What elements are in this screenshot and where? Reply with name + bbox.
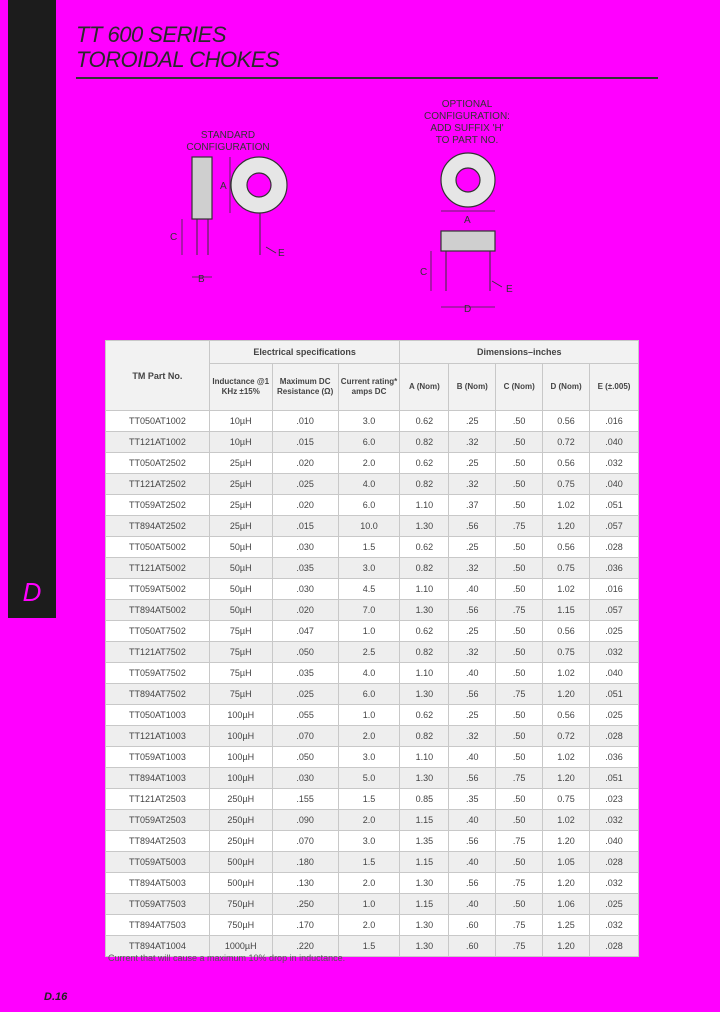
table-cell: 250µH	[209, 831, 272, 852]
table-cell: 1.30	[400, 600, 449, 621]
table-cell: .130	[272, 873, 338, 894]
table-cell: 1.15	[400, 810, 449, 831]
table-cell: 0.62	[400, 537, 449, 558]
table-cell: .40	[449, 852, 496, 873]
table-cell: 1.10	[400, 747, 449, 768]
optional-toroid	[431, 153, 502, 307]
table-cell: 3.0	[338, 747, 400, 768]
table-row	[106, 411, 639, 432]
table-cell: 0.62	[400, 453, 449, 474]
table-cell: .32	[449, 558, 496, 579]
table-cell: TT050AT5002	[106, 537, 210, 558]
table-cell: 2.0	[338, 453, 400, 474]
table-row	[106, 789, 639, 810]
table-cell: 0.62	[400, 705, 449, 726]
title-line-1: TT 600 SERIES	[76, 22, 227, 47]
table-cell: 1.30	[400, 915, 449, 936]
table-cell: 10µH	[209, 411, 272, 432]
table-cell: 0.82	[400, 474, 449, 495]
table-cell: .040	[590, 432, 639, 453]
table-row	[106, 768, 639, 789]
table-cell: 1.05	[543, 852, 590, 873]
table-row	[106, 810, 639, 831]
table-cell: TT894AT1003	[106, 768, 210, 789]
table-cell: 0.72	[543, 432, 590, 453]
table-cell: .028	[590, 936, 639, 957]
table-cell: TT050AT1002	[106, 411, 210, 432]
col-current: Current rating* amps DC	[338, 364, 400, 411]
table-row	[106, 621, 639, 642]
table-cell: .60	[449, 936, 496, 957]
table-cell: .032	[590, 810, 639, 831]
table-row	[106, 915, 639, 936]
col-inductance: Inductance @1 KHz ±15%	[209, 364, 272, 411]
table-cell: 0.56	[543, 705, 590, 726]
title-line-2: TOROIDAL CHOKES	[76, 47, 280, 72]
table-cell: .75	[496, 936, 543, 957]
standard-label-2: CONFIGURATION	[186, 142, 270, 153]
standard-toroid	[182, 157, 287, 277]
table-cell: 0.56	[543, 453, 590, 474]
table-cell: 1.5	[338, 936, 400, 957]
table-cell: 1.5	[338, 852, 400, 873]
table-cell: 4.0	[338, 663, 400, 684]
table-cell: .040	[590, 663, 639, 684]
table-cell: .75	[496, 516, 543, 537]
table-cell: .090	[272, 810, 338, 831]
table-cell: .56	[449, 873, 496, 894]
optional-label-4: TO PART NO.	[435, 135, 499, 146]
table-cell: .050	[272, 642, 338, 663]
dim-a-optional: A	[464, 215, 471, 226]
table-cell: .020	[272, 453, 338, 474]
table-cell: 1.02	[543, 579, 590, 600]
table-cell: .40	[449, 747, 496, 768]
table-cell: 1.20	[543, 831, 590, 852]
specifications-table	[105, 340, 639, 957]
table-cell: 3.0	[338, 558, 400, 579]
footnote: Current that will cause a maximum 10% drop in inductance.	[108, 953, 346, 963]
table-cell: 1.20	[543, 684, 590, 705]
table-cell: .055	[272, 705, 338, 726]
table-cell: .25	[449, 411, 496, 432]
table-row	[106, 663, 639, 684]
table-cell: TT059AT7502	[106, 663, 210, 684]
table-cell: TT894AT5003	[106, 873, 210, 894]
table-cell: 0.56	[543, 411, 590, 432]
table-cell: .030	[272, 537, 338, 558]
table-cell: .250	[272, 894, 338, 915]
table-cell: 1.20	[543, 768, 590, 789]
table-row	[106, 894, 639, 915]
table-cell: 75µH	[209, 663, 272, 684]
table-cell: 75µH	[209, 621, 272, 642]
table-cell: 1.5	[338, 537, 400, 558]
optional-label-2: CONFIGURATION:	[424, 111, 510, 122]
table-cell: .032	[590, 915, 639, 936]
col-c: C (Nom)	[496, 364, 543, 411]
table-cell: 1.10	[400, 579, 449, 600]
table-cell: 1.10	[400, 495, 449, 516]
table-cell: .057	[590, 600, 639, 621]
table-cell: 50µH	[209, 537, 272, 558]
table-cell: 0.82	[400, 558, 449, 579]
optional-label-3: ADD SUFFIX 'H'	[430, 123, 504, 134]
table-cell: .50	[496, 663, 543, 684]
table-row	[106, 453, 639, 474]
table-row	[106, 600, 639, 621]
table-cell: 0.82	[400, 432, 449, 453]
table-cell: 1.5	[338, 789, 400, 810]
table-cell: 1.0	[338, 894, 400, 915]
table-cell: 25µH	[209, 495, 272, 516]
table-cell: .50	[496, 411, 543, 432]
table-cell: 0.82	[400, 642, 449, 663]
table-cell: 25µH	[209, 516, 272, 537]
table-cell: 1.02	[543, 495, 590, 516]
table-cell: .155	[272, 789, 338, 810]
table-cell: 500µH	[209, 852, 272, 873]
table-cell: 1.15	[400, 852, 449, 873]
table-cell: .60	[449, 915, 496, 936]
table-cell: .75	[496, 768, 543, 789]
table-cell: TT121AT2503	[106, 789, 210, 810]
table-cell: TT121AT1003	[106, 726, 210, 747]
table-cell: TT050AT2502	[106, 453, 210, 474]
table-cell: .50	[496, 642, 543, 663]
table-cell: 50µH	[209, 600, 272, 621]
dim-b-standard: B	[198, 274, 205, 285]
table-cell: .020	[272, 600, 338, 621]
table-cell: 10µH	[209, 432, 272, 453]
table-cell: TT059AT2502	[106, 495, 210, 516]
table-cell: .56	[449, 684, 496, 705]
table-cell: .25	[449, 621, 496, 642]
table-cell: TT894AT2503	[106, 831, 210, 852]
table-cell: .50	[496, 789, 543, 810]
table-cell: 1.02	[543, 810, 590, 831]
table-cell: 750µH	[209, 915, 272, 936]
table-cell: .016	[590, 579, 639, 600]
table-cell: .010	[272, 411, 338, 432]
table-cell: TT121AT2502	[106, 474, 210, 495]
table-cell: .50	[496, 852, 543, 873]
table-cell: .50	[496, 495, 543, 516]
table-cell: .25	[449, 453, 496, 474]
table-cell: 250µH	[209, 810, 272, 831]
table-cell: .023	[590, 789, 639, 810]
table-cell: .75	[496, 684, 543, 705]
table-cell: TT894AT5002	[106, 600, 210, 621]
table-cell: 6.0	[338, 684, 400, 705]
table-cell: 100µH	[209, 768, 272, 789]
table-cell: .50	[496, 579, 543, 600]
table-cell: 5.0	[338, 768, 400, 789]
table-cell: .50	[496, 537, 543, 558]
dim-a-standard: A	[220, 181, 227, 192]
table-cell: .050	[272, 747, 338, 768]
table-cell: .170	[272, 915, 338, 936]
group-dimensions: Dimensions–inches	[400, 341, 639, 364]
table-cell: 50µH	[209, 558, 272, 579]
table-cell: 1.30	[400, 936, 449, 957]
table-cell: .32	[449, 474, 496, 495]
col-resistance: Maximum DC Resistance (Ω)	[272, 364, 338, 411]
table-cell: .028	[590, 537, 639, 558]
table-cell: 1.0	[338, 705, 400, 726]
table-row	[106, 432, 639, 453]
table-cell: 3.0	[338, 411, 400, 432]
table-cell: 0.85	[400, 789, 449, 810]
table-cell: .015	[272, 516, 338, 537]
table-cell: 1.02	[543, 747, 590, 768]
table-cell: .75	[496, 915, 543, 936]
table-cell: .032	[590, 642, 639, 663]
table-cell: .025	[272, 474, 338, 495]
table-cell: 0.75	[543, 474, 590, 495]
table-cell: .37	[449, 495, 496, 516]
table-cell: .56	[449, 516, 496, 537]
dim-c-optional: C	[420, 267, 428, 278]
table-row	[106, 684, 639, 705]
table-cell: 0.75	[543, 642, 590, 663]
table-row	[106, 558, 639, 579]
table-cell: 1.10	[400, 663, 449, 684]
table-cell: .070	[272, 831, 338, 852]
table-cell: 1.30	[400, 873, 449, 894]
table-cell: 1.06	[543, 894, 590, 915]
table-cell: .56	[449, 600, 496, 621]
col-b: B (Nom)	[449, 364, 496, 411]
table-cell: 1.15	[400, 894, 449, 915]
table-cell: 4.5	[338, 579, 400, 600]
table-cell: 250µH	[209, 789, 272, 810]
table-cell: 100µH	[209, 747, 272, 768]
table-row	[106, 579, 639, 600]
table-cell: .020	[272, 495, 338, 516]
table-cell: 10.0	[338, 516, 400, 537]
table-cell: .50	[496, 747, 543, 768]
table-cell: 1.15	[543, 600, 590, 621]
table-cell: TT121AT5002	[106, 558, 210, 579]
table-cell: .25	[449, 705, 496, 726]
table-cell: TT059AT7503	[106, 894, 210, 915]
table-cell: 75µH	[209, 684, 272, 705]
table-cell: TT059AT2503	[106, 810, 210, 831]
table-cell: TT050AT1003	[106, 705, 210, 726]
table-cell: 2.0	[338, 810, 400, 831]
table-cell: .32	[449, 726, 496, 747]
dim-d-optional: D	[464, 304, 472, 315]
table-cell: 0.82	[400, 726, 449, 747]
table-cell: 4.0	[338, 474, 400, 495]
table-row	[106, 747, 639, 768]
table-cell: .040	[590, 474, 639, 495]
table-cell: 500µH	[209, 873, 272, 894]
table-cell: .057	[590, 516, 639, 537]
table-cell: .50	[496, 474, 543, 495]
table-cell: .028	[590, 726, 639, 747]
table-cell: 100µH	[209, 705, 272, 726]
configuration-diagram	[150, 95, 570, 320]
table-cell: 0.62	[400, 621, 449, 642]
table-cell: .032	[590, 873, 639, 894]
table-cell: 1.30	[400, 516, 449, 537]
table-cell: .047	[272, 621, 338, 642]
table-cell: 2.5	[338, 642, 400, 663]
page-title	[76, 22, 279, 72]
optional-label-1: OPTIONAL	[441, 99, 493, 110]
table-cell: 1.20	[543, 936, 590, 957]
table-cell: .75	[496, 873, 543, 894]
table-cell: TT059AT5002	[106, 579, 210, 600]
table-cell: .035	[272, 663, 338, 684]
table-cell: .50	[496, 432, 543, 453]
table-cell: 0.56	[543, 621, 590, 642]
table-cell: .036	[590, 747, 639, 768]
table-cell: .032	[590, 453, 639, 474]
table-cell: 75µH	[209, 642, 272, 663]
table-cell: 1000µH	[209, 936, 272, 957]
col-e: E (±.005)	[590, 364, 639, 411]
table-cell: 1.35	[400, 831, 449, 852]
table-cell: .50	[496, 558, 543, 579]
table-row	[106, 516, 639, 537]
table-cell: .030	[272, 579, 338, 600]
table-row	[106, 831, 639, 852]
table-cell: 2.0	[338, 873, 400, 894]
table-cell: .32	[449, 642, 496, 663]
table-cell: TT121AT1002	[106, 432, 210, 453]
table-cell: .75	[496, 831, 543, 852]
table-row	[106, 495, 639, 516]
table-cell: 0.56	[543, 537, 590, 558]
table-cell: 1.0	[338, 621, 400, 642]
table-cell: 6.0	[338, 495, 400, 516]
dim-e-optional: E	[506, 284, 513, 295]
table-row	[106, 726, 639, 747]
section-tab: D	[8, 566, 56, 618]
table-cell: .50	[496, 810, 543, 831]
table-cell: 0.75	[543, 789, 590, 810]
page-number: D.16	[44, 991, 68, 1003]
table-cell: 0.62	[400, 411, 449, 432]
table-cell: .025	[590, 894, 639, 915]
table-cell: 1.20	[543, 516, 590, 537]
table-cell: 2.0	[338, 915, 400, 936]
dim-c-standard: C	[170, 232, 178, 243]
table-row	[106, 705, 639, 726]
table-cell: 2.0	[338, 726, 400, 747]
table-cell: .051	[590, 495, 639, 516]
col-part-number: TM Part No.	[106, 341, 210, 411]
table-cell: .016	[590, 411, 639, 432]
table-row	[106, 873, 639, 894]
table-cell: TT894AT1004	[106, 936, 210, 957]
table-cell: .50	[496, 621, 543, 642]
table-cell: .50	[496, 453, 543, 474]
table-cell: .028	[590, 852, 639, 873]
table-cell: 25µH	[209, 453, 272, 474]
table-cell: .40	[449, 810, 496, 831]
table-cell: .40	[449, 894, 496, 915]
table-cell: .040	[590, 831, 639, 852]
table-row	[106, 642, 639, 663]
table-cell: .035	[272, 558, 338, 579]
table-cell: 0.75	[543, 558, 590, 579]
table-cell: 7.0	[338, 600, 400, 621]
table-cell: .015	[272, 432, 338, 453]
table-cell: 1.02	[543, 663, 590, 684]
table-cell: .75	[496, 600, 543, 621]
table-cell: .56	[449, 768, 496, 789]
standard-label-1: STANDARD	[200, 130, 256, 141]
table-cell: 1.30	[400, 768, 449, 789]
table-cell: TT894AT7503	[106, 915, 210, 936]
table-cell: .025	[590, 621, 639, 642]
table-cell: .051	[590, 684, 639, 705]
table-cell: .051	[590, 768, 639, 789]
table-cell: 1.30	[400, 684, 449, 705]
table-cell: .40	[449, 663, 496, 684]
table-cell: .220	[272, 936, 338, 957]
table-cell: .56	[449, 831, 496, 852]
section-sidebar	[8, 0, 56, 618]
table-cell: 1.20	[543, 873, 590, 894]
table-cell: 25µH	[209, 474, 272, 495]
table-cell: .025	[272, 684, 338, 705]
table-cell: 50µH	[209, 579, 272, 600]
table-body	[106, 411, 639, 957]
table-cell: .025	[590, 705, 639, 726]
col-a: A (Nom)	[400, 364, 449, 411]
table-cell: .25	[449, 537, 496, 558]
table-row	[106, 852, 639, 873]
table-cell: .030	[272, 768, 338, 789]
group-electrical: Electrical specifications	[209, 341, 400, 364]
title-rule	[76, 77, 658, 79]
table-cell: TT894AT7502	[106, 684, 210, 705]
table-cell: .50	[496, 726, 543, 747]
table-cell: TT059AT5003	[106, 852, 210, 873]
table-cell: 100µH	[209, 726, 272, 747]
table-cell: .40	[449, 579, 496, 600]
table-cell: .35	[449, 789, 496, 810]
table-cell: .32	[449, 432, 496, 453]
table-cell: TT059AT1003	[106, 747, 210, 768]
dim-e-standard: E	[278, 248, 285, 259]
table-cell: .036	[590, 558, 639, 579]
table-cell: TT050AT7502	[106, 621, 210, 642]
table-cell: TT121AT7502	[106, 642, 210, 663]
table-cell: .070	[272, 726, 338, 747]
table-cell: 0.72	[543, 726, 590, 747]
table-cell: 1.25	[543, 915, 590, 936]
table-row	[106, 537, 639, 558]
table-cell: TT894AT2502	[106, 516, 210, 537]
table-cell: .50	[496, 894, 543, 915]
table-cell: 3.0	[338, 831, 400, 852]
table-cell: .50	[496, 705, 543, 726]
table-cell: 6.0	[338, 432, 400, 453]
table-row	[106, 474, 639, 495]
table-cell: .180	[272, 852, 338, 873]
col-d: D (Nom)	[543, 364, 590, 411]
table-cell: 750µH	[209, 894, 272, 915]
